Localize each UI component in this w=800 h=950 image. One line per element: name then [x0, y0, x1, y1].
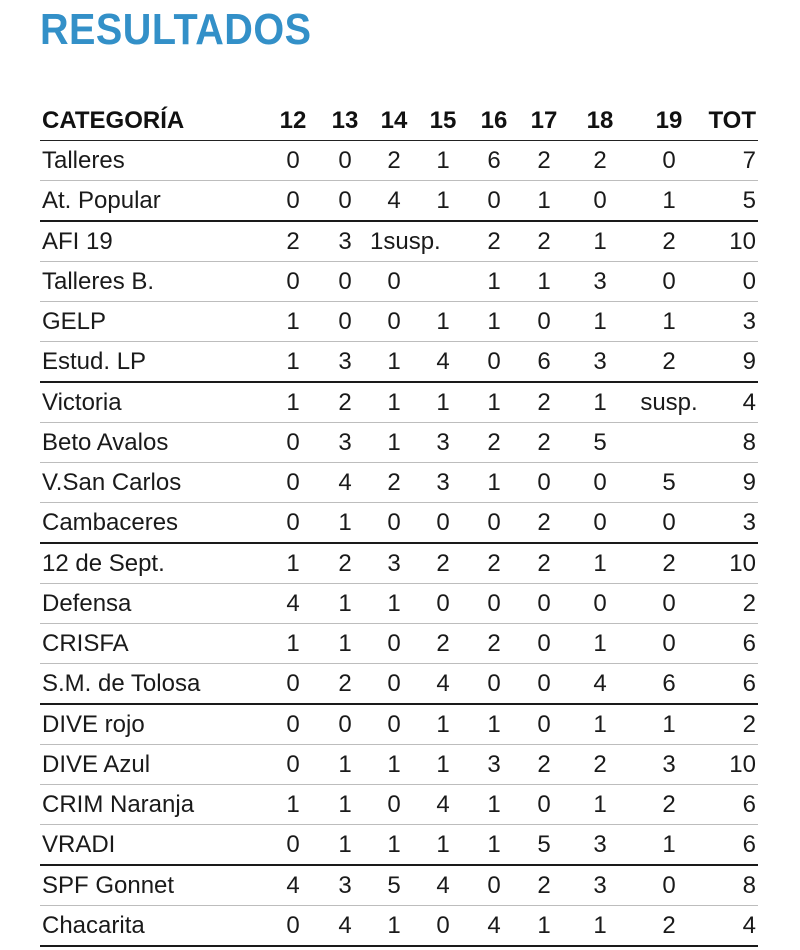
- total-cell: 0: [706, 262, 758, 302]
- header-category: CATEGORÍA: [40, 102, 266, 141]
- score-cell: 1: [568, 785, 632, 825]
- total-cell: 6: [706, 624, 758, 664]
- score-cell: 6: [632, 664, 706, 705]
- score-cell: 1: [266, 624, 320, 664]
- team-name: SPF Gonnet: [40, 865, 266, 906]
- total-cell: 2: [706, 584, 758, 624]
- team-name: DIVE rojo: [40, 704, 266, 745]
- score-cell: 2: [370, 463, 418, 503]
- team-name: VRADI: [40, 825, 266, 866]
- score-cell: 2: [320, 382, 370, 423]
- score-cell: 0: [370, 503, 418, 544]
- score-cell: 0: [520, 624, 568, 664]
- score-cell: 3: [418, 463, 468, 503]
- total-cell: 8: [706, 423, 758, 463]
- score-cell: 1: [632, 704, 706, 745]
- score-cell: 1: [320, 785, 370, 825]
- score-cell: 2: [320, 664, 370, 705]
- score-cell: 0: [568, 584, 632, 624]
- score-cell: 2: [370, 141, 418, 181]
- score-cell: 3: [632, 745, 706, 785]
- score-cell: 2: [632, 785, 706, 825]
- score-cell: 1: [468, 463, 520, 503]
- total-cell: 4: [706, 382, 758, 423]
- table-row: [40, 181, 758, 222]
- team-name: Cambaceres: [40, 503, 266, 544]
- score-cell: 3: [568, 865, 632, 906]
- score-cell: 1: [370, 745, 418, 785]
- score-cell: 4: [468, 906, 520, 947]
- score-cell: 2: [418, 543, 468, 584]
- table-row: [40, 906, 758, 947]
- results-body: [40, 141, 758, 947]
- score-cell: 4: [320, 906, 370, 947]
- total-cell: 10: [706, 221, 758, 262]
- score-cell: 1: [468, 382, 520, 423]
- team-name: GELP: [40, 302, 266, 342]
- table-row: [40, 785, 758, 825]
- score-cell: 1: [370, 825, 418, 866]
- score-cell: 1: [266, 382, 320, 423]
- score-cell: 0: [520, 664, 568, 705]
- table-row: [40, 664, 758, 705]
- score-cell: 0: [632, 624, 706, 664]
- score-cell: 1: [468, 704, 520, 745]
- score-cell: 1: [568, 302, 632, 342]
- score-cell: susp.: [632, 382, 706, 423]
- score-cell: 2: [520, 141, 568, 181]
- table-row: [40, 221, 758, 262]
- score-cell: 0: [370, 785, 418, 825]
- score-cell: 0: [632, 584, 706, 624]
- team-name: DIVE Azul: [40, 745, 266, 785]
- team-name: CRISFA: [40, 624, 266, 664]
- score-cell: 3: [320, 423, 370, 463]
- team-name: Talleres B.: [40, 262, 266, 302]
- score-cell: 0: [370, 664, 418, 705]
- score-cell: 0: [370, 302, 418, 342]
- team-name: AFI 19: [40, 221, 266, 262]
- score-cell: 4: [370, 181, 418, 222]
- total-cell: 6: [706, 825, 758, 866]
- score-cell: 1: [320, 624, 370, 664]
- header-round-18: 18: [568, 102, 632, 141]
- score-cell: 2: [266, 221, 320, 262]
- total-cell: 4: [706, 906, 758, 947]
- score-cell: 0: [266, 664, 320, 705]
- score-cell: 0: [632, 141, 706, 181]
- score-cell: 2: [520, 503, 568, 544]
- table-row: [40, 382, 758, 423]
- score-cell: 1: [418, 302, 468, 342]
- score-cell: 4: [266, 584, 320, 624]
- score-cell: 1: [568, 624, 632, 664]
- score-cell: 4: [320, 463, 370, 503]
- table-row: [40, 262, 758, 302]
- score-cell: 0: [320, 302, 370, 342]
- score-cell: 0: [320, 141, 370, 181]
- team-name: S.M. de Tolosa: [40, 664, 266, 705]
- score-cell: 2: [468, 423, 520, 463]
- score-cell: 6: [468, 141, 520, 181]
- score-cell: 0: [520, 463, 568, 503]
- header-round-13: 13: [320, 102, 370, 141]
- total-cell: 8: [706, 865, 758, 906]
- score-cell: 3: [418, 423, 468, 463]
- total-cell: 3: [706, 503, 758, 544]
- team-name: V.San Carlos: [40, 463, 266, 503]
- score-cell: 0: [266, 262, 320, 302]
- score-cell: 0: [320, 181, 370, 222]
- header-round-15: 15: [418, 102, 468, 141]
- table-row: [40, 825, 758, 866]
- score-cell: 2: [468, 221, 520, 262]
- header-round-14: 14: [370, 102, 418, 141]
- score-cell: 0: [370, 704, 418, 745]
- score-cell: 3: [320, 221, 370, 262]
- score-cell: 2: [520, 865, 568, 906]
- team-name: Talleres: [40, 141, 266, 181]
- score-cell: 0: [320, 704, 370, 745]
- score-cell: 1: [370, 906, 418, 947]
- score-cell: 4: [418, 342, 468, 383]
- score-cell: 1: [418, 181, 468, 222]
- score-cell: 5: [568, 423, 632, 463]
- score-cell: 2: [632, 221, 706, 262]
- score-cell: 1: [266, 543, 320, 584]
- score-cell: 2: [320, 543, 370, 584]
- score-cell: 1: [568, 906, 632, 947]
- score-cell: 1susp.: [370, 221, 418, 262]
- score-cell: 2: [632, 906, 706, 947]
- score-cell: 0: [370, 262, 418, 302]
- score-cell: 6: [520, 342, 568, 383]
- score-cell: 0: [370, 624, 418, 664]
- total-cell: 6: [706, 785, 758, 825]
- header-total: TOT: [706, 102, 758, 141]
- score-cell: 1: [468, 262, 520, 302]
- score-cell: 2: [418, 624, 468, 664]
- score-cell: 0: [520, 302, 568, 342]
- score-cell: 0: [266, 906, 320, 947]
- header-round-12: 12: [266, 102, 320, 141]
- table-row: [40, 584, 758, 624]
- score-cell: 1: [266, 342, 320, 383]
- score-cell: 2: [520, 221, 568, 262]
- score-cell: 0: [320, 262, 370, 302]
- score-cell: 0: [568, 181, 632, 222]
- team-name: Estud. LP: [40, 342, 266, 383]
- score-cell: 2: [568, 745, 632, 785]
- header-round-16: 16: [468, 102, 520, 141]
- score-cell: 3: [568, 825, 632, 866]
- score-cell: 1: [418, 704, 468, 745]
- score-cell: 2: [520, 543, 568, 584]
- score-cell: 1: [370, 584, 418, 624]
- score-cell: 5: [370, 865, 418, 906]
- page-title: RESULTADOS: [40, 5, 312, 54]
- score-cell: 3: [320, 865, 370, 906]
- total-cell: 9: [706, 463, 758, 503]
- score-cell: 0: [418, 584, 468, 624]
- table-row: [40, 865, 758, 906]
- table-row: [40, 704, 758, 745]
- table-row: [40, 503, 758, 544]
- table-row: [40, 543, 758, 584]
- score-cell: 1: [520, 181, 568, 222]
- header-round-17: 17: [520, 102, 568, 141]
- score-cell: 0: [468, 584, 520, 624]
- score-cell: 1: [568, 704, 632, 745]
- score-cell: 1: [266, 302, 320, 342]
- score-cell: 1: [468, 302, 520, 342]
- score-cell: 1: [632, 181, 706, 222]
- score-cell: 0: [266, 825, 320, 866]
- score-cell: 0: [632, 262, 706, 302]
- total-cell: 2: [706, 704, 758, 745]
- table-row: [40, 624, 758, 664]
- table-row: [40, 423, 758, 463]
- score-cell: [418, 262, 468, 302]
- score-cell: 3: [370, 543, 418, 584]
- score-cell: 1: [418, 825, 468, 866]
- score-cell: 3: [468, 745, 520, 785]
- team-name: At. Popular: [40, 181, 266, 222]
- team-name: Beto Avalos: [40, 423, 266, 463]
- score-cell: 1: [520, 906, 568, 947]
- score-cell: 1: [370, 382, 418, 423]
- score-cell: 0: [266, 141, 320, 181]
- score-cell: 1: [266, 785, 320, 825]
- total-cell: 3: [706, 302, 758, 342]
- score-cell: 2: [468, 543, 520, 584]
- header-row: [40, 102, 758, 141]
- score-cell: 3: [568, 342, 632, 383]
- score-cell: 0: [632, 503, 706, 544]
- score-cell: 1: [632, 825, 706, 866]
- score-cell: 1: [632, 302, 706, 342]
- score-cell: 0: [266, 503, 320, 544]
- score-cell: 0: [568, 503, 632, 544]
- results-table: [40, 102, 758, 947]
- score-cell: 1: [520, 262, 568, 302]
- score-cell: 3: [568, 262, 632, 302]
- total-cell: 10: [706, 745, 758, 785]
- total-cell: 6: [706, 664, 758, 705]
- score-cell: 0: [520, 704, 568, 745]
- total-cell: 9: [706, 342, 758, 383]
- score-cell: 0: [418, 503, 468, 544]
- score-cell: 1: [568, 221, 632, 262]
- score-cell: [632, 423, 706, 463]
- table-row: [40, 463, 758, 503]
- score-cell: 0: [468, 865, 520, 906]
- team-name: Chacarita: [40, 906, 266, 947]
- score-cell: 4: [418, 865, 468, 906]
- team-name: 12 de Sept.: [40, 543, 266, 584]
- score-cell: 1: [370, 342, 418, 383]
- team-name: CRIM Naranja: [40, 785, 266, 825]
- score-cell: 0: [468, 664, 520, 705]
- score-cell: 0: [266, 181, 320, 222]
- score-cell: 1: [568, 382, 632, 423]
- score-cell: 2: [520, 745, 568, 785]
- score-cell: 4: [418, 664, 468, 705]
- score-cell: 0: [520, 785, 568, 825]
- score-cell: 1: [320, 503, 370, 544]
- score-cell: 1: [320, 745, 370, 785]
- total-cell: 5: [706, 181, 758, 222]
- score-cell: 1: [568, 543, 632, 584]
- score-cell: 0: [468, 342, 520, 383]
- score-cell: 2: [568, 141, 632, 181]
- header-round-19: 19: [632, 102, 706, 141]
- score-cell: 0: [266, 704, 320, 745]
- score-cell: 5: [632, 463, 706, 503]
- score-cell: 1: [468, 785, 520, 825]
- total-cell: 7: [706, 141, 758, 181]
- table-row: [40, 342, 758, 383]
- score-cell: 0: [632, 865, 706, 906]
- score-cell: 0: [266, 423, 320, 463]
- table-row: [40, 302, 758, 342]
- total-cell: 10: [706, 543, 758, 584]
- score-cell: 0: [266, 463, 320, 503]
- score-cell: 0: [468, 503, 520, 544]
- score-cell: 4: [568, 664, 632, 705]
- score-cell: 1: [320, 825, 370, 866]
- score-cell: 1: [370, 423, 418, 463]
- score-cell: 0: [568, 463, 632, 503]
- score-cell: 0: [266, 745, 320, 785]
- score-cell: 1: [418, 745, 468, 785]
- score-cell: 2: [632, 543, 706, 584]
- table-row: [40, 745, 758, 785]
- score-cell: 0: [468, 181, 520, 222]
- score-cell: 2: [468, 624, 520, 664]
- score-cell: 0: [520, 584, 568, 624]
- score-cell: 3: [320, 342, 370, 383]
- team-name: Victoria: [40, 382, 266, 423]
- score-cell: 2: [520, 423, 568, 463]
- score-cell: 1: [418, 382, 468, 423]
- score-cell: 2: [632, 342, 706, 383]
- score-cell: 0: [418, 906, 468, 947]
- score-cell: 5: [520, 825, 568, 866]
- table-row: [40, 141, 758, 181]
- score-cell: 4: [266, 865, 320, 906]
- score-cell: 2: [520, 382, 568, 423]
- score-cell: 1: [468, 825, 520, 866]
- score-cell: 1: [418, 141, 468, 181]
- score-cell: 4: [418, 785, 468, 825]
- team-name: Defensa: [40, 584, 266, 624]
- score-cell: 1: [320, 584, 370, 624]
